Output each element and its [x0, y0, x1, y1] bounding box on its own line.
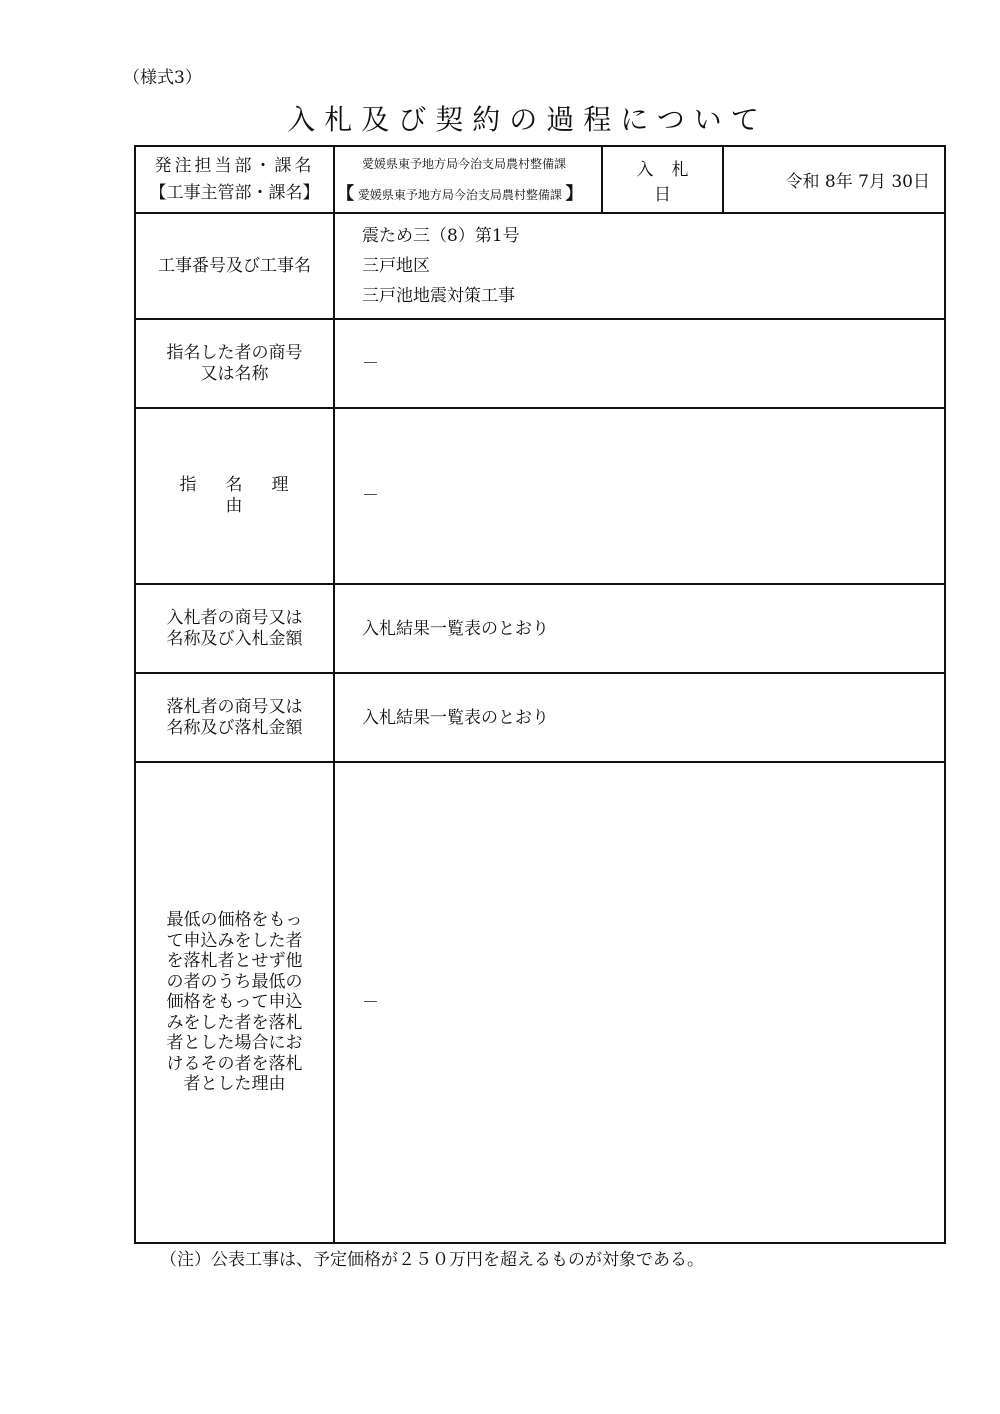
- bidders-label-line1: 入札者の商号又は: [166, 607, 303, 628]
- bid-date-label: 入札日: [602, 146, 723, 213]
- reason-label-line: 価格をもって申込: [166, 992, 303, 1013]
- ordering-department-label: [135, 146, 334, 213]
- ordering-department-name: 愛媛県東予地方局今治支局農村整備課: [362, 157, 567, 171]
- ordering-department-label-line1: 発注担当部・課名: [154, 155, 315, 176]
- managing-department-name-line: [335, 179, 601, 210]
- ordering-department-value: [334, 146, 602, 213]
- nominated-firms-label: [135, 319, 334, 408]
- reason-label-line: て申込みをした者: [166, 930, 303, 951]
- reason-label-line: 者とした理由: [183, 1074, 286, 1095]
- ordering-department-row: [135, 146, 945, 213]
- disclosure-form-table: [134, 145, 946, 1244]
- project-row: [135, 213, 945, 319]
- nominated-firms-value: －: [334, 319, 945, 408]
- bidders-value: 入札結果一覧表のとおり: [334, 584, 945, 673]
- bidders-row: [135, 584, 945, 673]
- ordering-department-label-line2: 【工事主管部・課名】: [149, 182, 320, 203]
- form-number: （様式3）: [123, 68, 202, 88]
- bidders-label: [135, 584, 334, 673]
- winning-bidder-label-line2: 名称及び落札金額: [166, 717, 303, 738]
- nominated-firms-label-line2: 又は名称: [200, 363, 269, 384]
- winning-bidder-label-line1: 落札者の商号又は: [166, 696, 303, 717]
- nominated-firms-label-line1: 指名した者の商号: [166, 342, 303, 363]
- nomination-reason-row: [135, 408, 945, 584]
- winning-bidder-row: [135, 673, 945, 762]
- non-lowest-award-reason-label: [135, 762, 334, 1243]
- bracket-open: 【: [337, 184, 354, 204]
- bid-date-value: 令和 8年 7月 30日: [723, 146, 945, 213]
- winning-bidder-value: 入札結果一覧表のとおり: [334, 673, 945, 762]
- reason-label-line: 最低の価格をもっ: [166, 910, 303, 931]
- winning-bidder-label: [135, 673, 334, 762]
- reason-label-line: みをした者を落札: [166, 1012, 303, 1033]
- reason-label-line: の者のうち最低の: [166, 971, 303, 992]
- reason-label-line: けるその者を落札: [166, 1053, 303, 1074]
- project-value: [334, 213, 945, 319]
- non-lowest-award-reason-value: －: [334, 762, 945, 1243]
- bidders-label-line2: 名称及び入札金額: [166, 628, 303, 649]
- nomination-reason-label: 指名理由: [135, 408, 334, 584]
- reason-label-line: 者とした場合にお: [166, 1033, 303, 1054]
- project-name: 三戸池地震対策工事: [362, 286, 515, 306]
- document-title: 入札及び契約の過程について: [287, 103, 768, 136]
- project-district: 三戸地区: [362, 256, 430, 276]
- nomination-reason-value: －: [334, 408, 945, 584]
- footnote: （注）公表工事は、予定価格が２５０万円を超えるものが対象である。: [160, 1250, 704, 1270]
- project-label: 工事番号及び工事名: [135, 213, 334, 319]
- bracket-close: 】: [565, 184, 583, 204]
- project-number: 震ため三（8）第1号: [362, 226, 520, 246]
- managing-department-name: 愛媛県東予地方局今治支局農村整備課: [357, 188, 562, 202]
- non-lowest-award-reason-row: [135, 762, 945, 1243]
- reason-label-line: を落札者とせず他: [166, 951, 303, 972]
- nominated-firms-row: [135, 319, 945, 408]
